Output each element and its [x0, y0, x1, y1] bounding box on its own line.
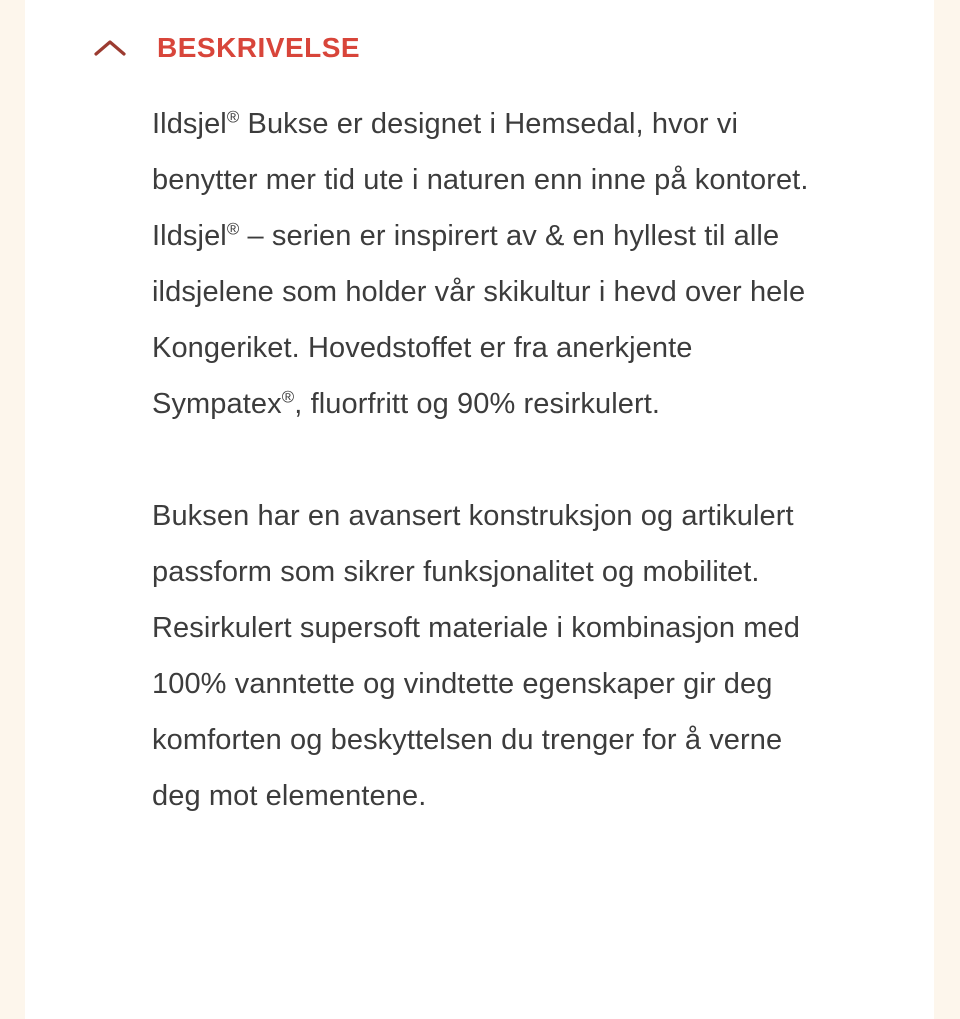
registered-trademark-mark: ®: [226, 107, 240, 127]
content-canvas: [25, 0, 934, 1019]
page-edge-strip-left: [0, 0, 25, 1019]
description-accordion: [25, 0, 934, 824]
chevron-up-icon[interactable]: [82, 20, 138, 76]
description-paragraph: Ildsjel® Bukse er designet i Hemsedal, hvor vi benytter mer tid ute i naturen enn inne på kontoret. Ildsjel® – serien er inspirert av & en hyllest til alle ildsjelene som holder vår skikultur i hevd over hele Kongeriket. Hovedstoffet er fra anerkjente Sympatex®, fluorfritt og 90% resirkulert.: [152, 107, 809, 420]
page-edge-strip-right: [934, 0, 960, 1019]
accordion-title: BESKRIVELSE: [157, 32, 361, 63]
registered-trademark-mark: ®: [226, 219, 240, 239]
accordion-header-beskrivelse[interactable]: [25, 0, 934, 96]
registered-trademark-mark: ®: [281, 387, 295, 407]
accordion-panel-body: [25, 96, 934, 824]
description-paragraph: Buksen har en avansert konstruksjon og artikulert passform som sikrer funksjonalitet og mobilitet. Resirkulert supersoft materiale i kombinasjon med 100% vanntette og vindtette egenskaper gir deg komforten og beskyttelsen du trenger for å verne deg mot elementene.: [152, 500, 800, 812]
